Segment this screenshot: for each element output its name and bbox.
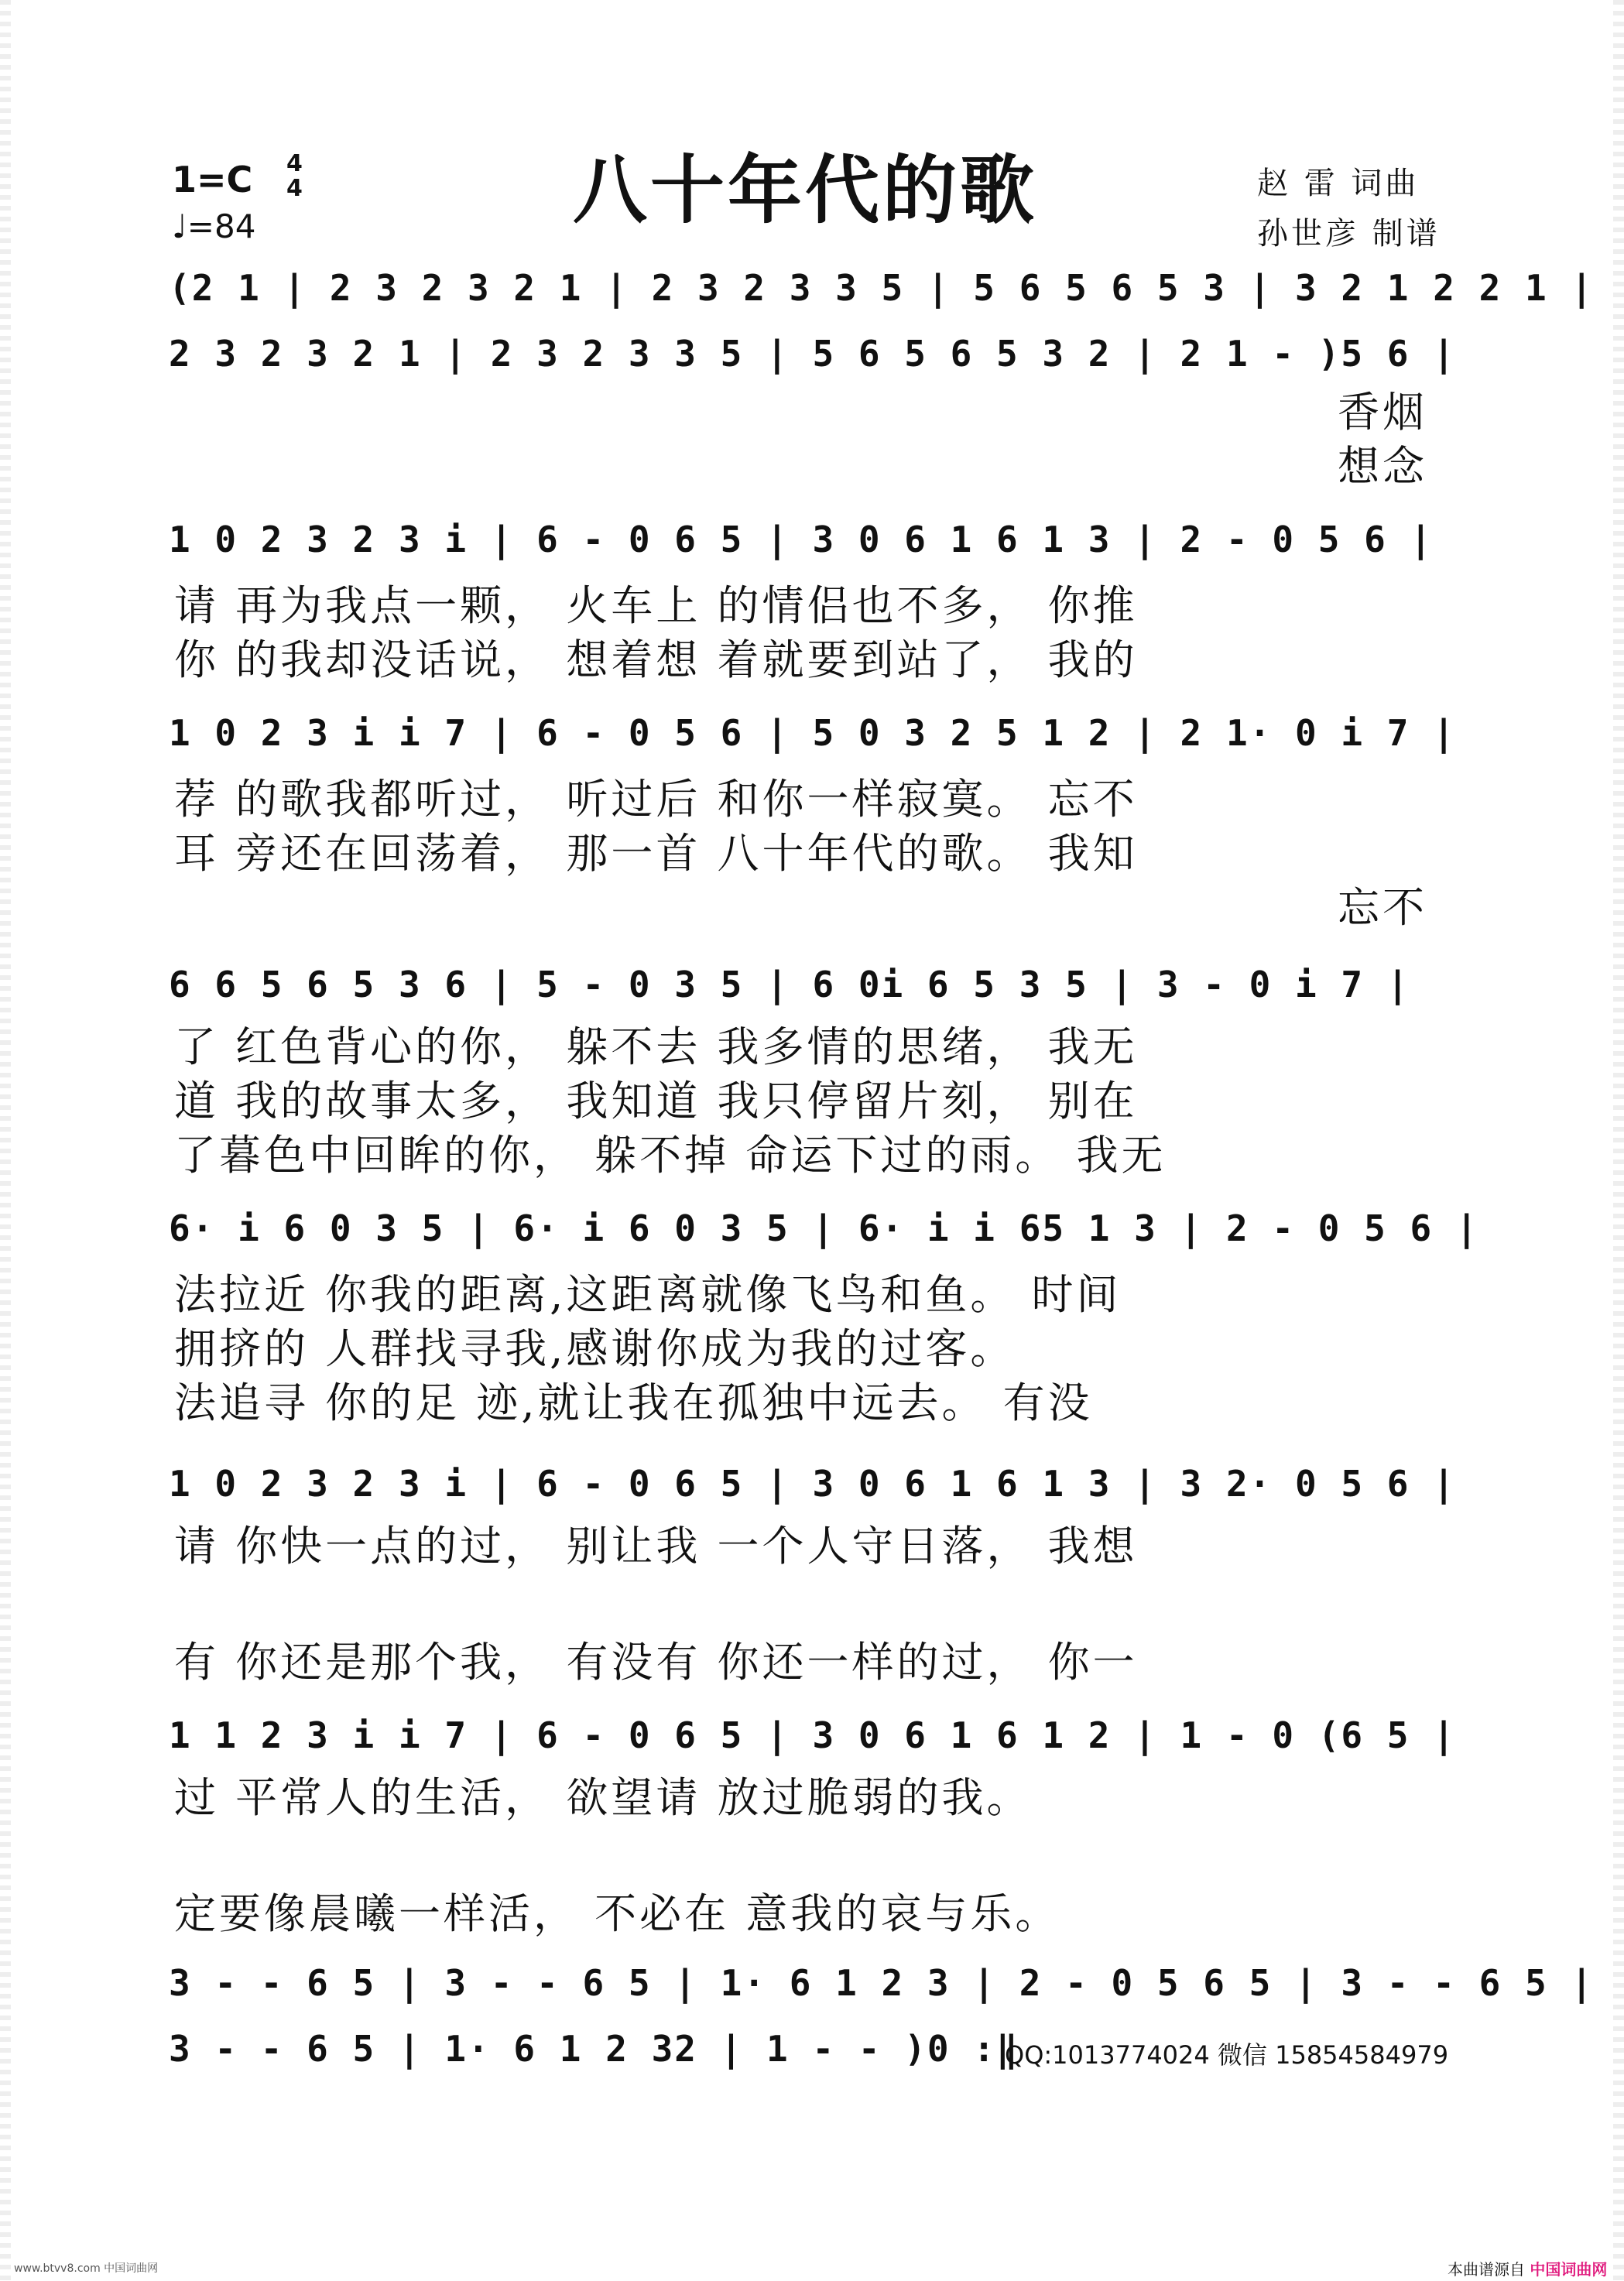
key-signature: 1=C [172, 159, 253, 200]
lyric-line-5: 荐 的歌我都听过， 听过后 和你一样寂寞。 忘不 [174, 775, 1138, 824]
lyric-line-13: 法追寻 你的足 迹,就让我在孤独中远去。 有没 [174, 1379, 1093, 1427]
score-line-4: 1 0 2 3 i i 7 | 6 - 0 5 6 | 5 0 3 2 5 1 2 | 2 1· 0 i 7 | [169, 712, 1456, 754]
footer-site: www.btvv8.com 中国词曲网 [14, 2262, 159, 2275]
score-line-2: 2 3 2 3 2 1 | 2 3 2 3 3 5 | 5 6 5 6 5 3 2 | 2 1 - )5 6 | [169, 333, 1456, 375]
footer-brand: 中国词曲网 [1530, 2260, 1608, 2279]
score-line-8: 1 1 2 3 i i 7 | 6 - 0 6 5 | 3 0 6 1 6 1 2 | 1 - 0 (6 5 | [169, 1714, 1456, 1756]
composer-credit: 赵 雷 词曲 [1257, 166, 1420, 201]
lyric-line-17: 定要像晨曦一样活， 不必在 意我的哀与乐。 [174, 1889, 1060, 1938]
lyric-line-9: 道 我的故事太多， 我知道 我只停留片刻， 别在 [174, 1077, 1138, 1125]
lyric-line-8: 了 红色背心的你， 躲不去 我多情的思绪， 我无 [174, 1022, 1138, 1071]
arranger-credit: 孙世彦 制谱 [1257, 216, 1441, 252]
footer-source [1448, 2257, 1607, 2279]
score-line-9: 3 - - 6 5 | 3 - - 6 5 | 1· 6 1 2 3 | 2 - 0 5 6 5 | 3 - - 6 5 | [169, 1962, 1595, 2004]
lyric-line-3: 请 再为我点一颗， 火车上 的情侣也不多， 你推 [174, 581, 1138, 630]
lyric-line-14: 请 你快一点的过， 别让我 一个人守日落， 我想 [174, 1522, 1138, 1570]
lyric-line-6: 耳 旁还在回荡着， 那一首 八十年代的歌。 我知 [174, 829, 1138, 878]
lyric-line-10: 了暮色中回眸的你， 躲不掉 命运下过的雨。 我无 [174, 1131, 1167, 1180]
score-line-3: 1 0 2 3 2 3 i | 6 - 0 6 5 | 3 0 6 1 6 1 3 | 2 - 0 5 6 | [169, 519, 1434, 560]
score-line-7: 1 0 2 3 2 3 i | 6 - 0 6 5 | 3 0 6 1 6 1 3 | 3 2· 0 5 6 | [169, 1463, 1456, 1505]
time-signature-bottom: 4 [286, 175, 303, 202]
left-margin-strip [0, 0, 11, 2281]
score-line-6: 6· i 6 0 3 5 | 6· i 6 0 3 5 | 6· i i 65 1 3 | 2 - 0 5 6 | [169, 1207, 1479, 1249]
lyric-line-15: 有 你还是那个我， 有没有 你还一样的过， 你一 [174, 1638, 1138, 1687]
lyric-line-7: 忘不 [1338, 883, 1427, 932]
lyric-line-2: 想念 [1338, 442, 1427, 491]
contact-info: QQ:1013774024 微信 15854584979 [1005, 2040, 1449, 2070]
footer-source-label: 本曲谱源自 [1448, 2260, 1525, 2279]
time-signature-top: 4 [286, 150, 303, 177]
lyric-line-16: 过 平常人的生活， 欲望请 放过脆弱的我。 [174, 1773, 1032, 1822]
page-title: 八十年代的歌 [573, 146, 1037, 234]
tempo-marking: ♩=84 [172, 207, 256, 245]
lyric-line-12: 拥挤的 人群找寻我,感谢你成为我的过客。 [174, 1324, 1016, 1373]
right-margin-strip [1613, 0, 1624, 2281]
lyric-line-4: 你 的我却没话说， 想着想 着就要到站了， 我的 [174, 635, 1138, 684]
score-line-1: (2 1 | 2 3 2 3 2 1 | 2 3 2 3 3 5 | 5 6 5 6 5 3 | 3 2 1 2 2 1 | [169, 267, 1595, 309]
score-line-10: 3 - - 6 5 | 1· 6 1 2 32 | 1 - - )0 :‖ [169, 2028, 1019, 2070]
lyric-line-11: 法拉近 你我的距离,这距离就像飞鸟和鱼。 时间 [174, 1270, 1122, 1319]
time-signature [286, 152, 303, 201]
score-line-5: 6 6 5 6 5 3 6 | 5 - 0 3 5 | 6 0i 6 5 3 5 | 3 - 0 i 7 | [169, 964, 1410, 1005]
lyric-line-1: 香烟 [1338, 388, 1427, 437]
